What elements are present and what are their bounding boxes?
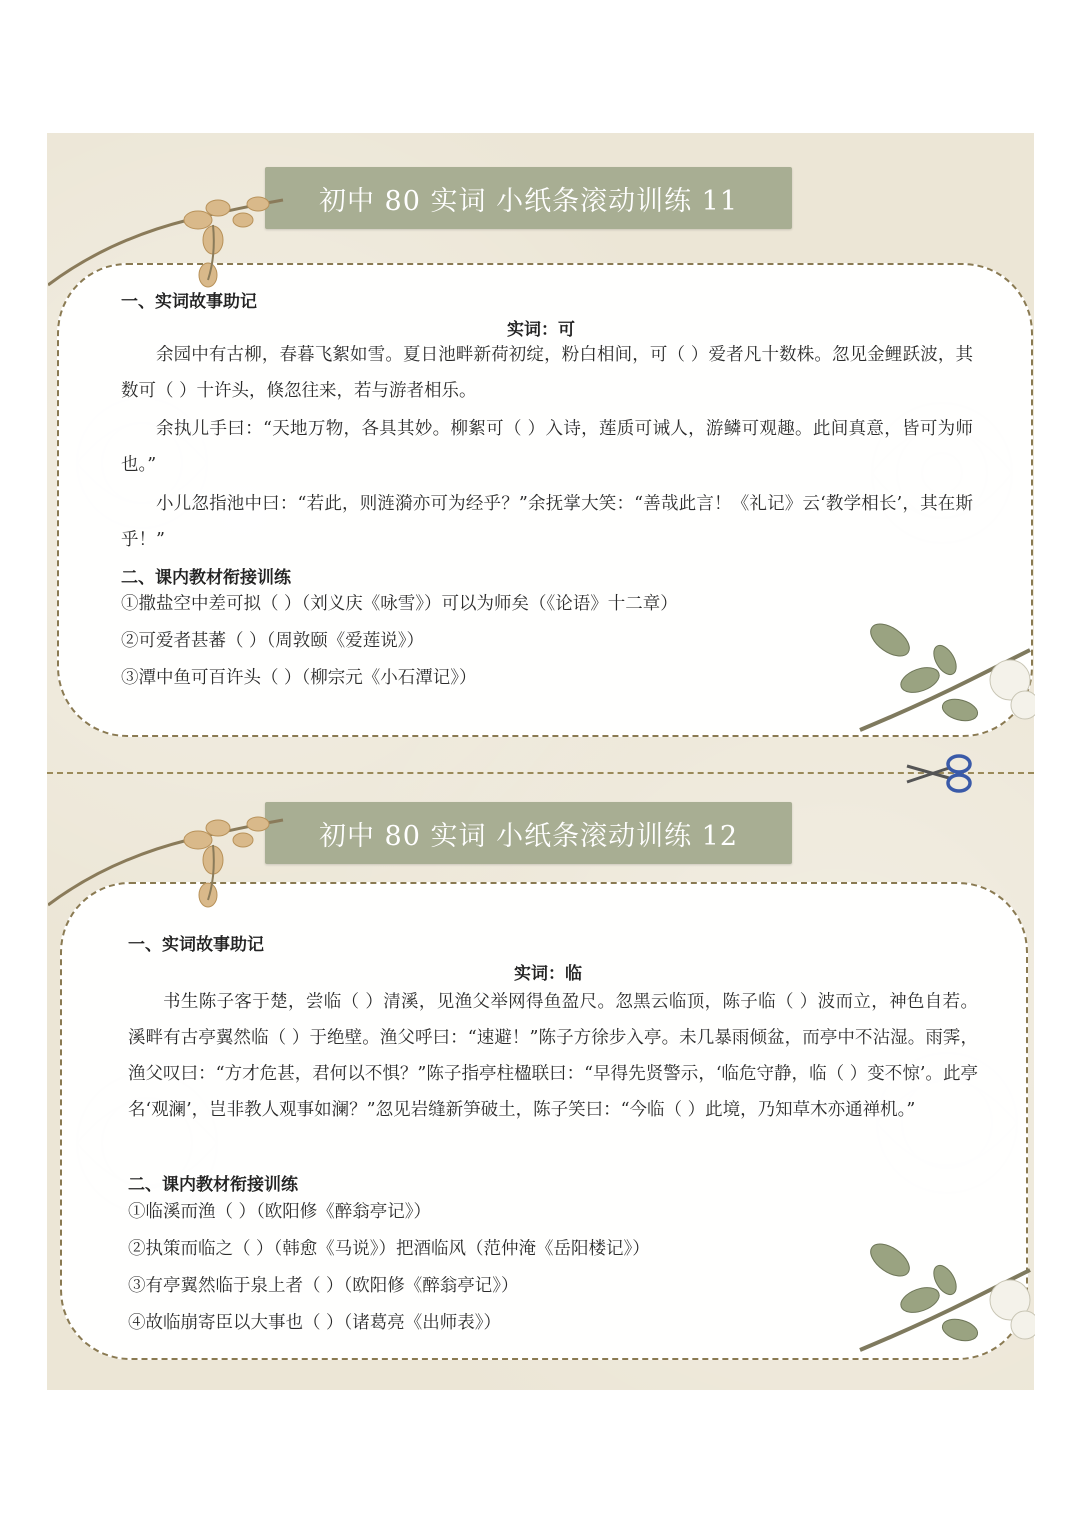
word-heading: 实词：可: [507, 320, 575, 340]
scissors-icon: [905, 752, 975, 794]
word-heading: 实词：临: [514, 964, 582, 984]
cut-line: [47, 772, 1034, 774]
exercise-item: ①临溪而渔（ ）（欧阳修《醉翁亭记》）: [128, 1202, 432, 1222]
section-heading-story: 一、实词故事助记: [128, 935, 264, 955]
section-heading-exercises: 二、课内教材衔接训练: [128, 1175, 298, 1195]
flower-branch-icon: [48, 800, 288, 910]
exercise-item: ③有亭翼然临于泉上者（ ）（欧阳修《醉翁亭记》）: [128, 1276, 519, 1296]
story-paragraph: 书生陈子客于楚，尝临（ ）清溪，见渔父举网得鱼盈尺。忽黑云临顶，陈子临（ ）波而立，神色自若。溪畔有古亭翼然临（ ）于绝壁。渔父呼曰：“速避！”陈子方徐步入亭。未几暴雨倾盆，而亭中不沾湿。雨霁，渔父叹曰：“方才危甚，君何以不惧？”陈子指亭柱楹联曰：“早得先贤警示，‘临危守静，临（ ）变不惊’。此亭名‘观澜’，岂非教人观事如澜？”忽见岩缝新笋破土，陈子笑曰：“今临（ ）此境，乃知草木亦通禅机。”: [128, 992, 978, 1120]
exercise-item: ③潭中鱼可百许头（ ）（柳宗元《小石潭记》）: [121, 668, 477, 688]
exercise-item: ②执策而临之（ ）（韩愈《马说》）把酒临风（范仲淹《岳阳楼记》）: [128, 1239, 650, 1259]
exercise-item: ①撒盐空中差可拟（ ）（刘义庆《咏雪》）可以为师矣（《论语》十二章）: [121, 594, 678, 614]
magnolia-icon: [850, 1230, 1035, 1355]
exercise-item: ④故临崩寄臣以大事也（ ）（诸葛亮《出师表》）: [128, 1313, 502, 1333]
story-paragraph: 余执儿手曰：“天地万物，各具其妙。柳絮可（ ）入诗，莲质可诫人，游鳞可观趣。此间真意，皆可为师也。”: [121, 419, 973, 475]
flower-branch-icon: [48, 180, 288, 290]
card-title-banner: 初中 80 实词 小纸条滚动训练 11: [265, 167, 792, 229]
story-paragraph: 小儿忽指池中曰：“若此，则涟漪亦可为经乎？”余抚掌大笑：“善哉此言！《礼记》云‘教学相长’，其在斯乎！”: [121, 494, 973, 550]
section-heading-exercises: 二、课内教材衔接训练: [121, 568, 291, 588]
magnolia-icon: [850, 610, 1035, 735]
card-title-banner: 初中 80 实词 小纸条滚动训练 12: [265, 802, 792, 864]
section-heading-story: 一、实词故事助记: [121, 292, 257, 312]
story-paragraph: 余园中有古柳，春暮飞絮如雪。夏日池畔新荷初绽，粉白相间，可（ ）爱者凡十数株。忽见金鲤跃波，其数可（ ）十许头，倏忽往来，若与游者相乐。: [121, 345, 973, 401]
exercise-item: ②可爱者甚蕃（ ）（周敦颐《爱莲说》）: [121, 631, 425, 651]
